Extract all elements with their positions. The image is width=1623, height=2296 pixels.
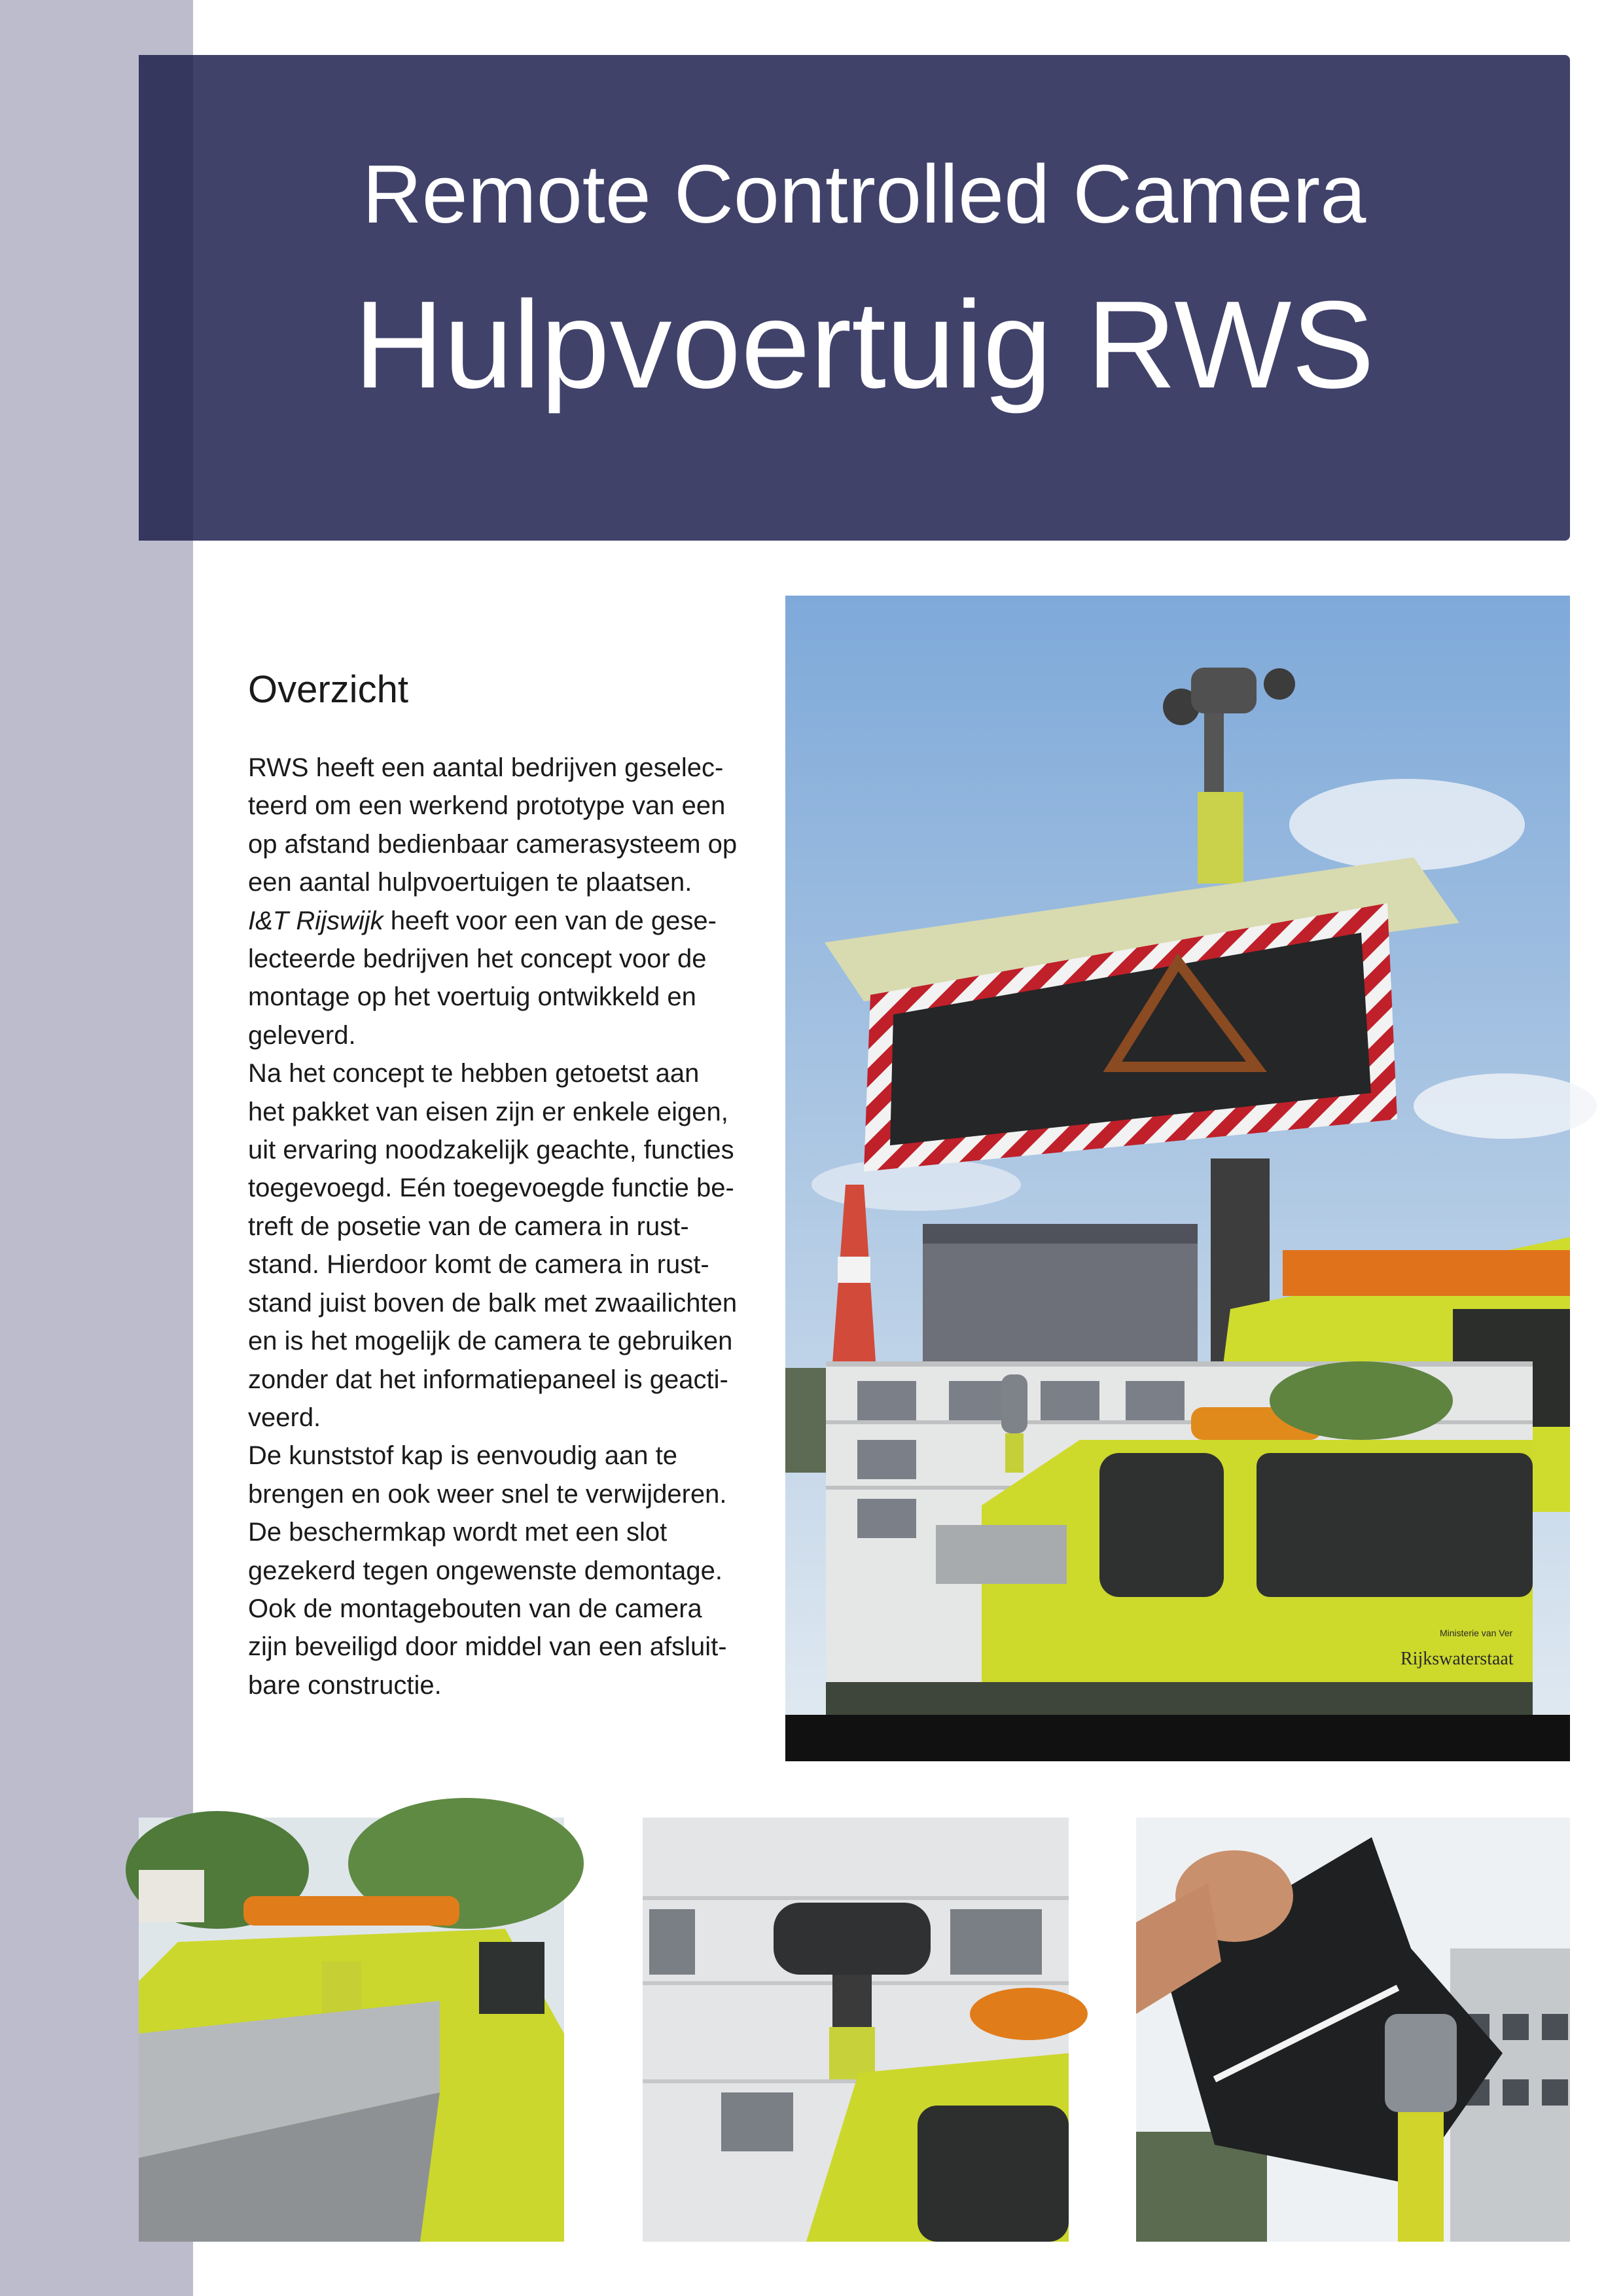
door-small-lettering: Ministerie van Ver: [1440, 1628, 1513, 1638]
text-line: uit ervaring noodzakelijk geachte, functies: [248, 1136, 734, 1165]
overview-body-text: [248, 749, 785, 1704]
door-lettering: Rijkswaterstaat: [1400, 1649, 1514, 1669]
bottom-photo-1-image: [139, 1818, 564, 2242]
text-line: stand. Hierdoor komt de camera in rust-: [248, 1250, 709, 1280]
bottom-photo-truck-bed: [139, 1818, 564, 2242]
company-short-name: I&T Rijswijk: [248, 906, 383, 935]
text-line: brengen en ook weer snel te verwijderen.: [248, 1479, 727, 1509]
text-line: zijn beveiligd door middel van een afsluit-: [248, 1632, 727, 1662]
text-line: lecteerde bedrijven het concept voor de: [248, 944, 707, 974]
inset-photo-truck: [826, 1361, 1533, 1715]
bottom-photo-cover-mounting: [1136, 1818, 1570, 2242]
text-line: een aantal hulpvoertuigen te plaatsen.: [248, 868, 692, 897]
text-line: Na het concept te hebben getoetst aan: [248, 1059, 700, 1088]
main-photo-image: [785, 596, 1570, 1761]
text-line: het pakket van eisen zijn er enkele eigen,: [248, 1097, 728, 1126]
bottom-photo-camera-cover: [643, 1818, 1069, 2242]
text-line: gezekerd tegen ongewenste demontage.: [248, 1556, 722, 1585]
text-line: De beschermkap wordt met een slot: [248, 1518, 668, 1547]
text-line: Ook de montagebouten van de camera: [248, 1594, 702, 1623]
title-line-1: Remote Controlled Camera: [362, 148, 1366, 240]
postcode: 2280 AA: [1018, 545, 1120, 575]
text-line: montage op het voertuig ontwikkeld en: [248, 982, 696, 1012]
text-line: stand juist boven de balk met zwaailichten: [248, 1288, 738, 1318]
text-line: RWS heeft een aantal bedrijven geselec-: [248, 753, 724, 782]
title-line-2: Hulpvoertuig RWS: [353, 276, 1375, 414]
main-photo-info-panel: [785, 596, 1570, 1761]
text-line-rest: heeft voor een van de gese-: [390, 906, 717, 935]
text-line: treft de posetie van de camera in rust-: [248, 1211, 689, 1241]
city: Rijswijk NL: [1144, 545, 1275, 575]
bottom-photo-2-image: [643, 1818, 1069, 2242]
company-name: innovatie & techniek rijswijk bv: [280, 545, 679, 575]
header-banner: [139, 55, 1570, 575]
text-line: teerd om een werkend prototype van een: [248, 791, 726, 821]
phone-number: +31 (0)70 - 399 72 12: [1306, 545, 1565, 575]
bottom-photo-3-image: [1136, 1818, 1570, 2242]
text-line: veerd.: [248, 1403, 321, 1432]
text-line: [248, 902, 785, 940]
text-line: De kunststof kap is eenvoudig aan te: [248, 1441, 677, 1471]
text-line: zonder dat het informatiepaneel is geacti-: [248, 1365, 728, 1394]
text-line: bare constructie.: [248, 1670, 442, 1700]
section-heading: Overzicht: [248, 668, 408, 711]
postbus: Postbus 1: [876, 545, 995, 575]
text-line: toegevoegd. Eén toegevoegde functie be-: [248, 1174, 734, 1203]
text-line: geleverd.: [248, 1020, 356, 1050]
text-line: op afstand bedienbaar camerasysteem op: [248, 829, 738, 859]
text-line: en is het mogelijk de camera te gebruiken: [248, 1327, 733, 1356]
